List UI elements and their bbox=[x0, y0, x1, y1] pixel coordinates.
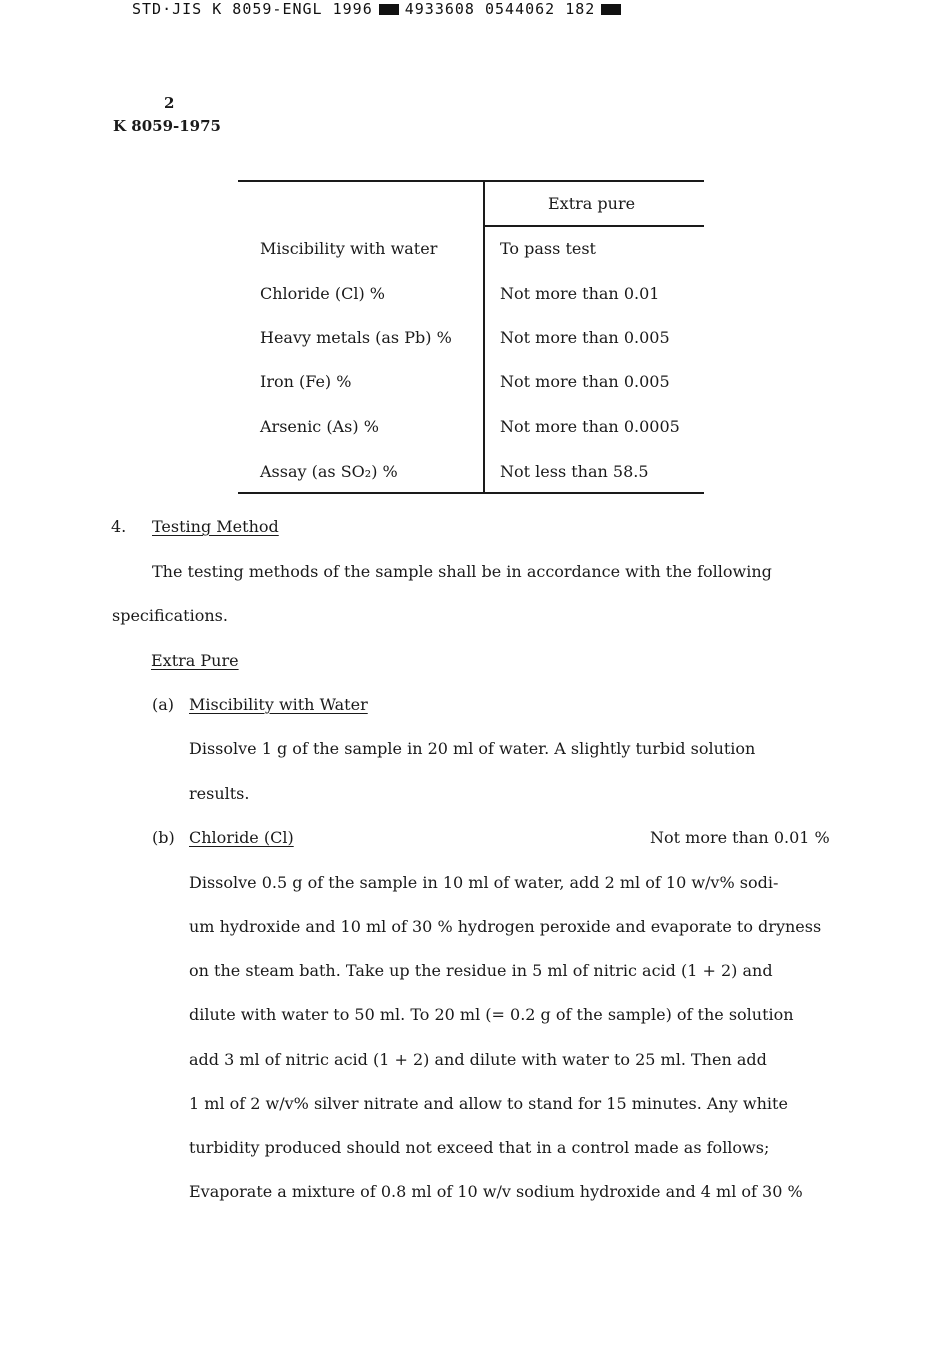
running-header bbox=[132, 0, 627, 18]
item-label-a: (a) bbox=[152, 695, 175, 714]
paragraph-line: Dissolve 1 g of the sample in 20 ml of water. A slightly turbid solution bbox=[189, 739, 756, 758]
row-spec: Not more than 0.005 bbox=[500, 328, 670, 347]
section-title: Testing Method bbox=[152, 517, 279, 536]
table-bottom-rule bbox=[238, 492, 704, 494]
item-label-b: (b) bbox=[152, 828, 175, 847]
black-bar-mark bbox=[601, 4, 621, 15]
table-column-divider bbox=[483, 180, 485, 494]
paragraph-line: on the steam bath. Take up the residue in 5 ml of nitric acid (1 + 2) and bbox=[189, 961, 773, 980]
intro-line: specifications. bbox=[112, 606, 228, 625]
row-spec: Not less than 58.5 bbox=[500, 462, 649, 481]
paragraph-line: turbidity produced should not exceed that in a control made as follows; bbox=[189, 1138, 770, 1157]
subheading-extra-pure: Extra Pure bbox=[151, 651, 239, 670]
row-spec: Not more than 0.0005 bbox=[500, 417, 680, 436]
row-item: Iron (Fe) % bbox=[260, 372, 352, 391]
standard-number: K 8059-1975 bbox=[113, 117, 221, 135]
paragraph-line: Dissolve 0.5 g of the sample in 10 ml of water, add 2 ml of 10 w/v% sodi- bbox=[189, 873, 779, 892]
row-spec: Not more than 0.005 bbox=[500, 372, 670, 391]
item-title-miscibility: Miscibility with Water bbox=[189, 695, 368, 714]
page-number: 2 bbox=[164, 94, 175, 112]
column-header-extra-pure: Extra pure bbox=[548, 194, 636, 213]
paragraph-line: um hydroxide and 10 ml of 30 % hydrogen peroxide and evaporate to dryness bbox=[189, 917, 822, 936]
row-item: Assay (as SO₂) % bbox=[260, 462, 398, 481]
row-spec: To pass test bbox=[500, 239, 596, 258]
row-item: Chloride (Cl) % bbox=[260, 284, 385, 303]
header-codes: 4933608 0544062 182 bbox=[404, 0, 596, 18]
specification-table bbox=[238, 180, 704, 494]
row-spec: Not more than 0.01 bbox=[500, 284, 660, 303]
paragraph-line: results. bbox=[189, 784, 250, 803]
intro-line: The testing methods of the sample shall be in accordance with the following bbox=[152, 562, 772, 581]
paragraph-line: 1 ml of 2 w/v% silver nitrate and allow to stand for 15 minutes. Any white bbox=[189, 1094, 788, 1113]
paragraph-line: add 3 ml of nitric acid (1 + 2) and dilute with water to 25 ml. Then add bbox=[189, 1050, 767, 1069]
table-top-rule bbox=[238, 180, 704, 182]
header-standard-id: STD·JIS K 8059-ENGL 1996 bbox=[132, 0, 373, 18]
section-number: 4. bbox=[111, 517, 127, 536]
paragraph-line: dilute with water to 50 ml. To 20 ml (= 0.2 g of the sample) of the solution bbox=[189, 1005, 794, 1024]
table-header-rule bbox=[484, 225, 704, 227]
row-item: Heavy metals (as Pb) % bbox=[260, 328, 452, 347]
chloride-limit: Not more than 0.01 % bbox=[650, 828, 830, 847]
black-bar-mark bbox=[379, 4, 399, 15]
paragraph-line: Evaporate a mixture of 0.8 ml of 10 w/v sodium hydroxide and 4 ml of 30 % bbox=[189, 1182, 803, 1201]
row-item: Arsenic (As) % bbox=[260, 417, 379, 436]
item-title-chloride: Chloride (Cl) bbox=[189, 828, 294, 847]
row-item: Miscibility with water bbox=[260, 239, 438, 258]
